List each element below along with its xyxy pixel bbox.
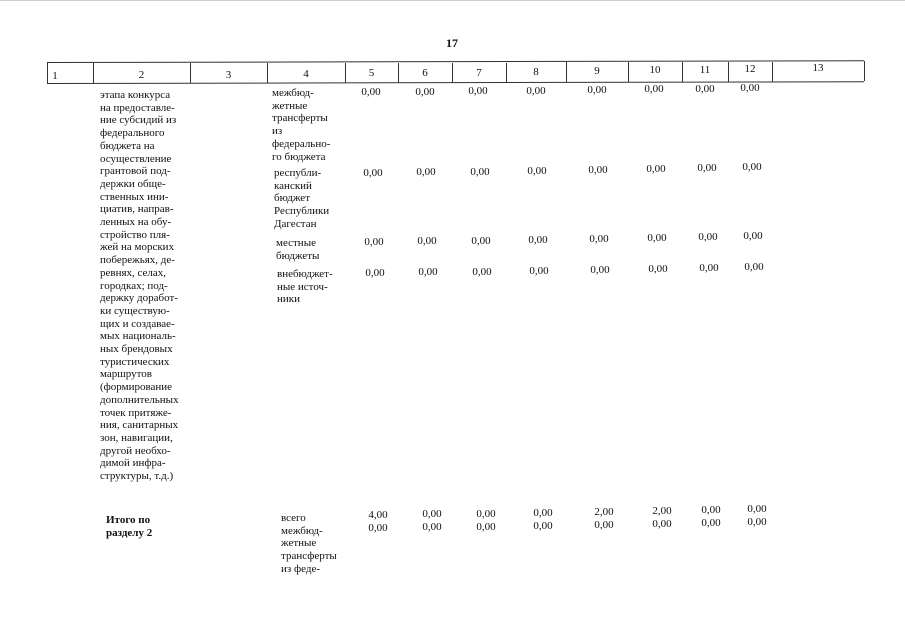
- header-divider: [47, 63, 48, 83]
- header-divider: [864, 61, 865, 81]
- page-number: 17: [446, 36, 458, 50]
- value-cell: 0,00: [701, 517, 721, 529]
- value-cell: 0,00: [743, 230, 763, 242]
- header-cell: 11: [699, 64, 711, 76]
- value-cell: 0,00: [422, 521, 442, 533]
- header-cell: 3: [225, 69, 232, 81]
- value-cell: 0,00: [695, 83, 715, 95]
- section-total-label: Итого по разделу 2: [106, 514, 153, 539]
- activity-description: этапа конкурса на предоставле- ние субсидий из федерального бюджета на осуществление грантовой под- держки обще- ственных ини- циатив, направ- ленных на обу- стройство пля- жей на морских побережьях, де- ревнях, селах, городках; под- держку доработ- ки существую- щих и создавае- мых националь- ных брендовых туристических маршрутов (формирование дополнительных точек притяже- ния, санитарных зон, навигации, другой необхо- димой инфра- структуры, т.д.): [100, 89, 179, 483]
- total-funding-source: всего межбюд- жетные трансферты из феде-: [281, 512, 337, 575]
- value-cell: 0,00: [417, 235, 437, 247]
- value-cell: 0,00: [364, 236, 384, 248]
- header-cell: 1: [52, 70, 58, 82]
- header-cell: 4: [303, 68, 309, 80]
- value-cell: 0,00: [588, 164, 608, 176]
- value-cell: 0,00: [697, 162, 717, 174]
- value-cell: 0,00: [361, 86, 381, 98]
- value-cell: 0,00: [363, 167, 383, 179]
- value-cell: 0,00: [415, 86, 435, 98]
- value-cell: 4,00: [368, 509, 388, 521]
- value-cell: 0,00: [365, 267, 385, 279]
- value-cell: 0,00: [747, 516, 767, 528]
- value-cell: 0,00: [470, 166, 490, 178]
- value-cell: 0,00: [526, 85, 546, 97]
- value-cell: 0,00: [418, 266, 438, 278]
- value-cell: 0,00: [742, 161, 762, 173]
- value-cell: 0,00: [701, 504, 721, 516]
- value-cell: 0,00: [476, 508, 496, 520]
- header-cell: 5: [368, 67, 375, 79]
- header-cell: 13: [812, 62, 824, 74]
- value-cell: 0,00: [644, 83, 664, 95]
- value-cell: 0,00: [587, 84, 607, 96]
- value-cell: 0,00: [589, 233, 609, 245]
- value-cell: 0,00: [422, 508, 442, 520]
- value-cell: 0,00: [528, 234, 548, 246]
- value-cell: 0,00: [594, 519, 614, 531]
- funding-source-local: местные бюджеты: [276, 237, 320, 262]
- value-cell: 2,00: [652, 505, 672, 517]
- funding-source-republic: республи- канский бюджет Республики Дагестан: [274, 167, 330, 230]
- value-cell: 0,00: [533, 507, 553, 519]
- value-cell: 0,00: [416, 166, 436, 178]
- header-cell: 8: [533, 66, 539, 78]
- value-cell: 0,00: [529, 265, 549, 277]
- value-cell: 2,00: [594, 506, 614, 518]
- header-cell: 10: [649, 64, 661, 76]
- value-cell: 0,00: [698, 231, 718, 243]
- value-cell: 0,00: [527, 165, 547, 177]
- value-cell: 0,00: [747, 503, 767, 515]
- value-cell: 0,00: [647, 232, 667, 244]
- value-cell: 0,00: [472, 266, 492, 278]
- value-cell: 0,00: [468, 85, 488, 97]
- header-cell: 12: [744, 63, 756, 75]
- value-cell: 0,00: [368, 522, 388, 534]
- value-cell: 0,00: [699, 262, 719, 274]
- funding-source-federal: межбюд- жетные трансферты из федерально- го бюджета: [272, 87, 331, 163]
- header-cell: 2: [138, 69, 145, 81]
- value-cell: 0,00: [646, 163, 666, 175]
- funding-source-extrabudget: внебюджет- ные источ- ники: [277, 268, 333, 306]
- header-cell: 7: [476, 67, 482, 79]
- value-cell: 0,00: [740, 82, 760, 94]
- value-cell: 0,00: [533, 520, 553, 532]
- value-cell: 0,00: [648, 263, 668, 275]
- value-cell: 0,00: [476, 521, 496, 533]
- header-cell: 6: [422, 67, 428, 79]
- header-cell: 9: [594, 65, 600, 77]
- value-cell: 0,00: [652, 518, 672, 530]
- value-cell: 0,00: [590, 264, 610, 276]
- value-cell: 0,00: [744, 261, 764, 273]
- value-cell: 0,00: [471, 235, 491, 247]
